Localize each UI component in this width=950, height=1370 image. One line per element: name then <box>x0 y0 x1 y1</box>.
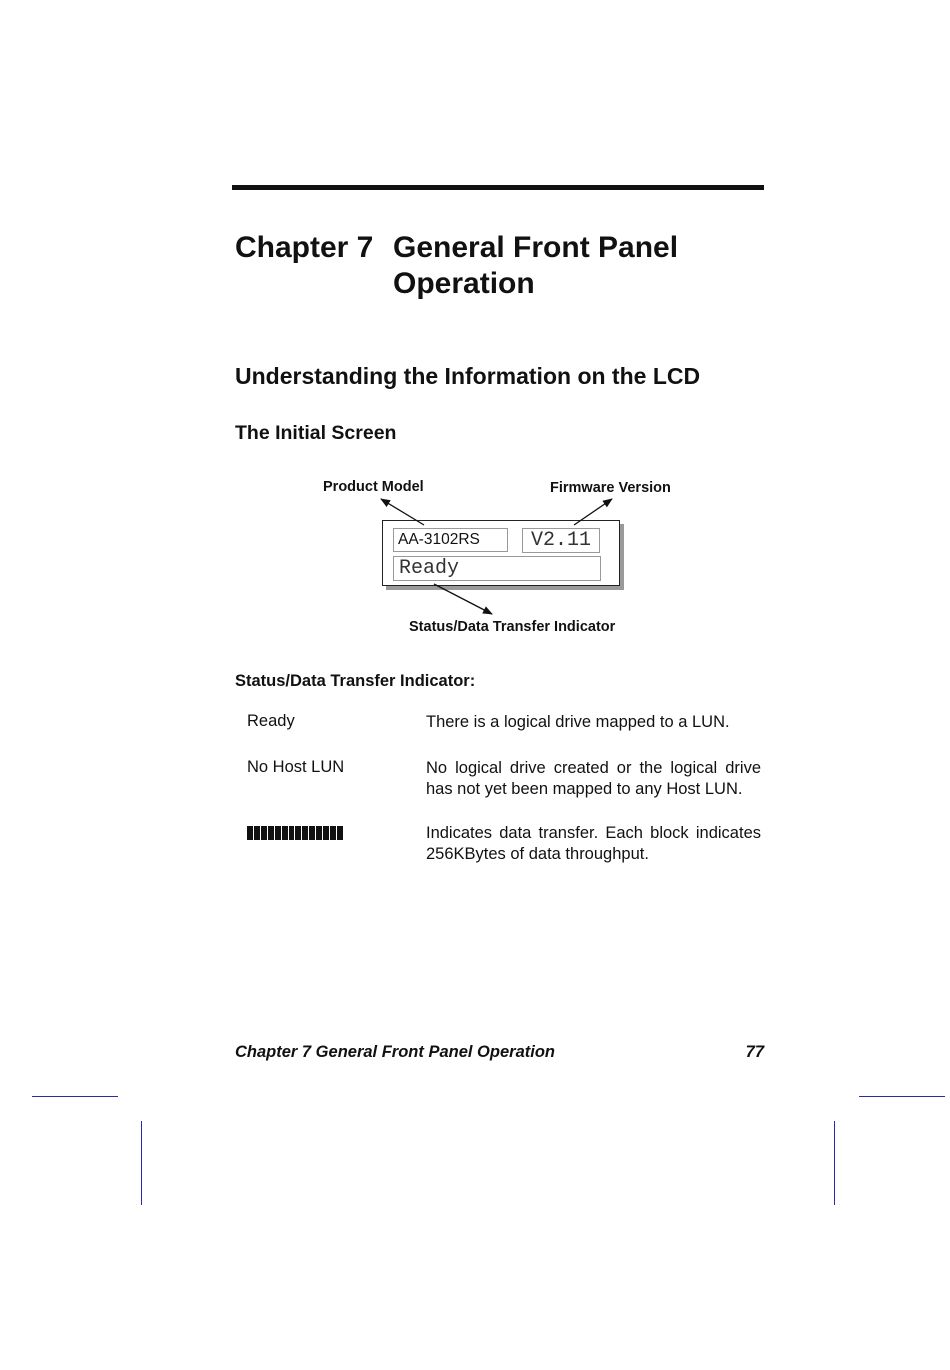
section-title: Understanding the Information on the LCD <box>235 363 701 389</box>
indicator-desc-ready: There is a logical drive mapped to a LUN. <box>426 713 730 731</box>
transfer-block <box>289 826 295 840</box>
crop-mark-right-horizontal <box>859 1096 945 1097</box>
crop-mark-right-vertical <box>834 1121 835 1205</box>
lcd-product-model: AA-3102RS <box>393 528 508 552</box>
page-number: 77 <box>745 1043 764 1061</box>
data-transfer-blocks-icon <box>247 826 343 840</box>
crop-mark-left-horizontal <box>32 1096 118 1097</box>
indicator-heading: Status/Data Transfer Indicator: <box>235 672 476 690</box>
transfer-block <box>323 826 329 840</box>
transfer-block <box>309 826 315 840</box>
lcd-firmware-version: V2.11 <box>522 528 600 553</box>
transfer-block <box>337 826 343 840</box>
transfer-block <box>295 826 301 840</box>
chapter-rule <box>232 185 764 190</box>
indicator-term-no-host-lun: No Host LUN <box>247 758 345 776</box>
lcd-status-indicator: Ready <box>393 556 601 581</box>
transfer-block <box>268 826 274 840</box>
transfer-block <box>330 826 336 840</box>
footer-chapter-title: Chapter 7 General Front Panel Operation <box>235 1043 555 1061</box>
chapter-number: Chapter 7 <box>235 231 374 264</box>
indicator-desc-no-host-lun: No logical drive created or the logical drive has not yet been mapped to any Host LUN. <box>426 759 761 798</box>
transfer-block <box>254 826 260 840</box>
subsection-title: The Initial Screen <box>235 422 397 444</box>
transfer-block <box>247 826 253 840</box>
transfer-block <box>302 826 308 840</box>
firmware-version-label: Firmware Version <box>550 480 671 496</box>
crop-mark-left-vertical <box>141 1121 142 1205</box>
product-model-label: Product Model <box>323 479 424 495</box>
chapter-title-line1: General Front Panel <box>393 231 679 264</box>
status-indicator-label: Status/Data Transfer Indicator <box>409 619 616 635</box>
transfer-block <box>282 826 288 840</box>
chapter-title <box>235 230 678 302</box>
indicator-desc-data-transfer: Indicates data transfer. Each block indicates 256KBytes of data throughput. <box>426 824 761 863</box>
transfer-block <box>316 826 322 840</box>
transfer-block <box>275 826 281 840</box>
chapter-title-line2: Operation <box>393 267 535 300</box>
indicator-term-ready: Ready <box>247 712 295 730</box>
transfer-block <box>261 826 267 840</box>
